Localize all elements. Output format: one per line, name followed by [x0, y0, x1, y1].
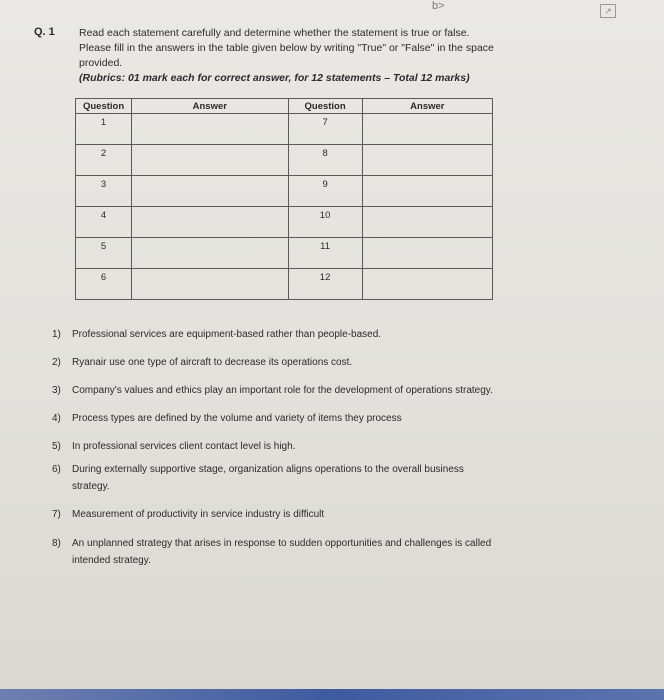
question-instructions	[79, 26, 504, 86]
answer-cell[interactable]	[362, 207, 492, 238]
question-cell: 5	[76, 238, 132, 269]
answer-cell[interactable]	[132, 269, 288, 300]
statement-number: 5)	[52, 441, 61, 452]
statement-list	[52, 326, 502, 569]
table-header: Answer	[362, 99, 492, 114]
answer-cell[interactable]	[132, 238, 288, 269]
answer-cell[interactable]	[362, 145, 492, 176]
statement-number: 6)	[52, 464, 61, 475]
question-cell: 3	[76, 176, 132, 207]
page-mark: b>	[432, 0, 445, 12]
statement-item	[52, 535, 502, 569]
answer-cell[interactable]	[132, 176, 288, 207]
answer-cell[interactable]	[362, 176, 492, 207]
expand-icon[interactable]: ↗	[600, 4, 616, 18]
answer-cell[interactable]	[362, 269, 492, 300]
question-cell: 8	[288, 145, 362, 176]
table-row	[76, 145, 493, 176]
instruction-line-1: Read each statement carefully and determine whether the statement is true or false.	[79, 27, 470, 39]
table-header: Question	[288, 99, 362, 114]
statement-item	[52, 410, 502, 427]
table-row	[76, 207, 493, 238]
question-cell: 7	[288, 114, 362, 145]
table-header-row	[76, 99, 493, 114]
statement-number: 3)	[52, 385, 61, 396]
question-number: Q. 1	[34, 26, 55, 38]
statement-number: 1)	[52, 329, 61, 340]
answer-cell[interactable]	[362, 238, 492, 269]
question-cell: 4	[76, 207, 132, 238]
statement-number: 8)	[52, 538, 61, 549]
question-cell: 12	[288, 269, 362, 300]
statement-text: Ryanair use one type of aircraft to decrease its operations cost.	[72, 357, 353, 368]
table-header: Answer	[132, 99, 288, 114]
table-header: Question	[76, 99, 132, 114]
statement-item	[52, 506, 502, 523]
table-row	[76, 114, 493, 145]
statement-text: Company's values and ethics play an important role for the development of operations strategy.	[72, 385, 493, 396]
statement-number: 7)	[52, 509, 61, 520]
statement-text: In professional services client contact level is high.	[72, 441, 296, 452]
statement-item	[52, 461, 502, 495]
statement-number: 2)	[52, 357, 61, 368]
statement-item	[52, 438, 502, 455]
statement-text: During externally supportive stage, organization aligns operations to the overall business strategy.	[72, 464, 464, 492]
answer-table	[75, 98, 493, 300]
statement-text: An unplanned strategy that arises in response to sudden opportunities and challenges is called intended strategy.	[72, 538, 492, 566]
statement-text: Professional services are equipment-based rather than people-based.	[72, 329, 382, 340]
statement-item	[52, 382, 502, 399]
table-row	[76, 269, 493, 300]
answer-cell[interactable]	[132, 145, 288, 176]
table-row	[76, 176, 493, 207]
rubric-text: (Rubrics: 01 mark each for correct answer, for 12 statements – Total 12 marks)	[79, 72, 470, 84]
statement-item	[52, 326, 502, 343]
statement-item	[52, 354, 502, 371]
statement-number: 4)	[52, 413, 61, 424]
question-cell: 10	[288, 207, 362, 238]
answer-cell[interactable]	[132, 114, 288, 145]
answer-cell[interactable]	[132, 207, 288, 238]
question-cell: 9	[288, 176, 362, 207]
table-row	[76, 238, 493, 269]
statement-text: Measurement of productivity in service industry is difficult	[72, 509, 325, 520]
taskbar-strip	[0, 689, 664, 700]
question-cell: 6	[76, 269, 132, 300]
question-cell: 1	[76, 114, 132, 145]
answer-cell[interactable]	[362, 114, 492, 145]
question-cell: 2	[76, 145, 132, 176]
statement-text: Process types are defined by the volume and variety of items they process	[72, 413, 402, 424]
instruction-line-2: Please fill in the answers in the table given below by writing "True" or "False" in the space provided.	[79, 42, 494, 69]
question-cell: 11	[288, 238, 362, 269]
